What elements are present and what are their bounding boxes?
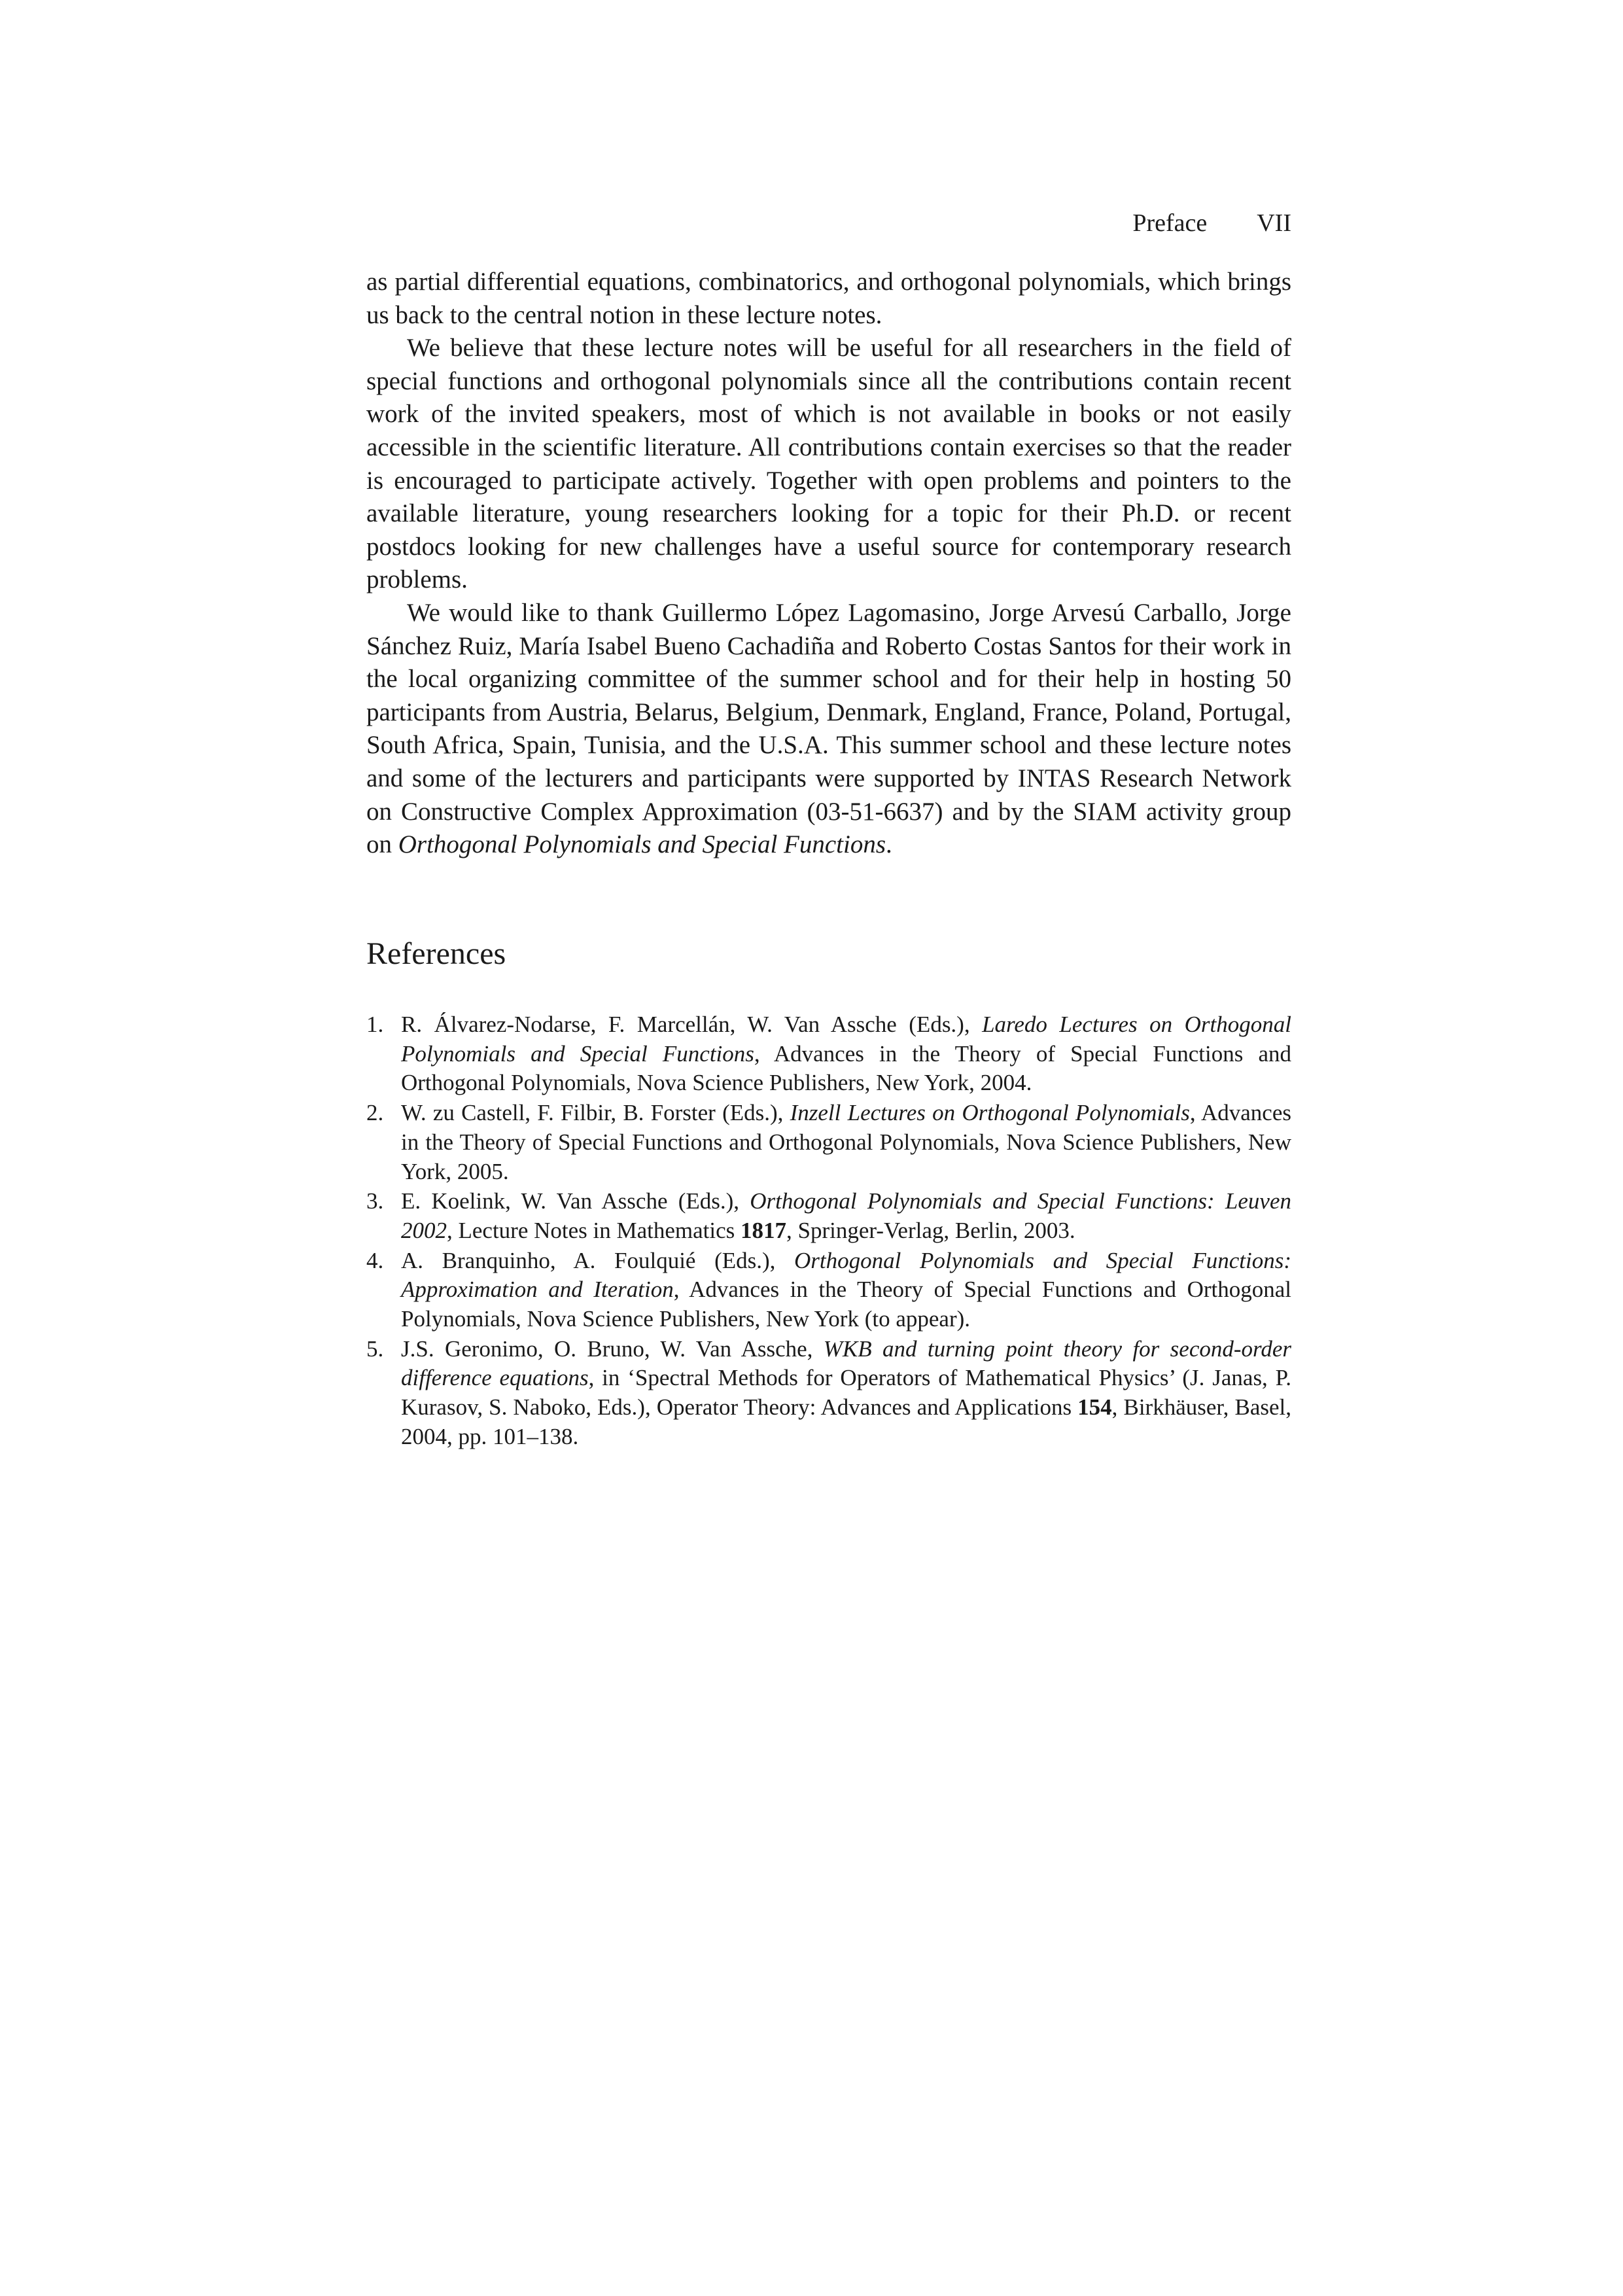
reference-title: Orthogonal Polynomials and Special Functions: Leuven 2002: [401, 1188, 1291, 1243]
reference-details: , Advances in the Theory of Special Functions and Orthogonal Polynomials, Nova Science Publishers, New York (to appear).: [401, 1277, 1291, 1332]
reference-details: , Advances in the Theory of Special Functions and Orthogonal Polynomials, Nova Science Publishers, New York, 2004.: [401, 1040, 1292, 1096]
reference-title: WKB and turning point theory for second-order difference equations: [401, 1335, 1291, 1391]
paragraph-2: We believe that these lecture notes will be useful for all researchers in the field of special functions and orthogonal polynomials since all the contributions contain recent work of the invited speakers, most of which is not available in books or not easily accessible in the scientific literature. All contributions contain exercises so that the reader is encouraged to participate actively. Together with open problems and pointers to the available literature, young researchers looking for a topic for their Ph.D. or recent postdocs looking for new challenges have a useful source for contemporary research problems.: [366, 334, 1291, 594]
reference-authors: W. zu Castell, F. Filbir, B. Forster (Eds.),: [401, 1100, 790, 1126]
reference-item: [366, 1010, 1291, 1098]
reference-number: 5.: [366, 1335, 384, 1362]
header-page-number: VII: [1257, 209, 1291, 237]
reference-item: [366, 1099, 1291, 1186]
reference-item: [366, 1187, 1291, 1245]
reference-authors: R. Álvarez-Nodarse, F. Marcellán, W. Van Assche (Eds.),: [401, 1012, 983, 1037]
reference-item: [366, 1335, 1291, 1452]
reference-number: 2.: [366, 1100, 384, 1126]
reference-details: , Advances in the Theory of Special Functions and Orthogonal Polynomials, Nova Science Publishers, New York, 2005.: [401, 1100, 1291, 1184]
reference-details: , in ‘Spectral Methods for Operators of Mathematical Physics’ (J. Janas, P. Kurasov, S. Naboko, Eds.), Operator Theory: Advances and Applications: [401, 1365, 1291, 1421]
reference-title: Orthogonal Polynomials and Special Functions: Approximation and Iteration: [401, 1247, 1291, 1303]
reference-volume: 1817: [741, 1217, 787, 1243]
header-section: Preface: [1132, 209, 1208, 237]
reference-title: Inzell Lectures on Orthogonal Polynomials: [790, 1100, 1190, 1126]
paragraph-3: [366, 597, 1291, 862]
reference-details: , Lecture Notes in Mathematics: [447, 1217, 741, 1243]
reference-number: 3.: [366, 1188, 384, 1214]
paragraph-1: as partial differential equations, combinatorics, and orthogonal polynomials, which brings us back to the central notion in these lecture notes.: [366, 268, 1291, 329]
reference-number: 1.: [366, 1012, 384, 1037]
paragraph-3-end: .: [886, 830, 892, 859]
reference-authors: A. Branquinho, A. Foulquié (Eds.),: [401, 1247, 795, 1273]
reference-authors: E. Koelink, W. Van Assche (Eds.),: [401, 1188, 750, 1214]
body-text: [366, 266, 1291, 862]
reference-authors: J.S. Geronimo, O. Bruno, W. Van Assche,: [401, 1335, 824, 1362]
running-header: [1132, 208, 1291, 238]
siam-group-name: Orthogonal Polynomials and Special Functions: [398, 830, 886, 859]
reference-details-end: , Springer-Verlag, Berlin, 2003.: [786, 1217, 1075, 1243]
reference-details-end: , Birkhäuser, Basel, 2004, pp. 101–138.: [401, 1394, 1291, 1449]
reference-list: [366, 1010, 1291, 1453]
reference-volume: 154: [1077, 1394, 1112, 1421]
reference-number: 4.: [366, 1247, 384, 1273]
references-heading: References: [366, 936, 506, 971]
reference-item: [366, 1246, 1291, 1334]
reference-title: Laredo Lectures on Orthogonal Polynomials and Special Functions: [401, 1012, 1291, 1067]
paragraph-3-text: We would like to thank Guillermo López Lagomasino, Jorge Arvesú Carballo, Jorge Sánchez Ruiz, María Isabel Bueno Cachadiña and Roberto Costas Santos for their work in the local organizing committee of the summer school and for their help in hosting 50 participants from Austria, Belarus, Belgium, Denmark, England, France, Poland, Portugal, South Africa, Spain, Tunisia, and the U.S.A. This summer school and these lecture notes and some of the lecturers and participants were supported by INTAS Research Network on Constructive Complex Approximation (03-51-6637) and by the SIAM activity group on: [366, 598, 1291, 859]
